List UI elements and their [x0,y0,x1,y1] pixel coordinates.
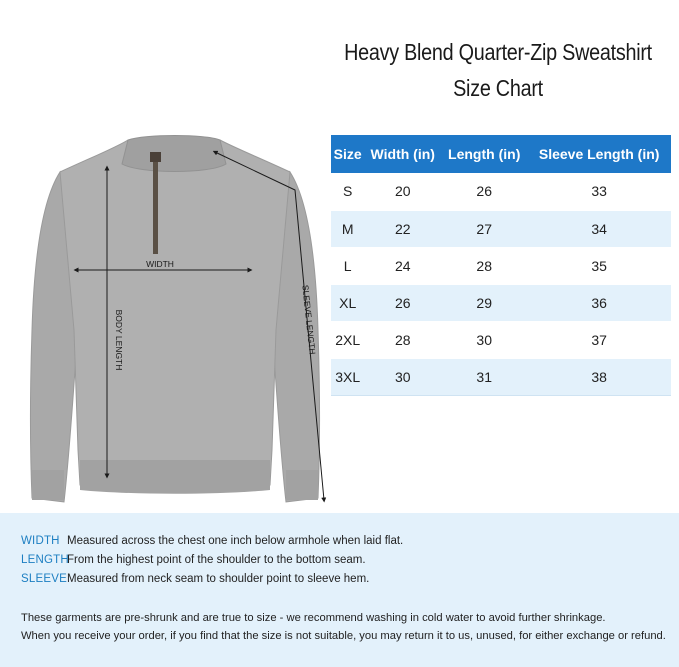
cell-length: 26 [441,173,527,210]
size-table [331,135,671,396]
definition-width [21,534,403,548]
cell-sleeve: 34 [527,210,671,247]
definition-text: From the highest point of the shoulder to the bottom seam. [67,554,366,566]
body-length-label: BODY LENGTH [114,309,124,371]
cell-sleeve: 38 [527,358,671,395]
sweatshirt-body [31,136,320,503]
definition-sleeve [21,572,369,586]
table-row [331,321,671,358]
cell-width: 26 [364,284,441,321]
sleeve-length-label: SLEEVE LENGTH [300,284,318,355]
definition-text: Measured across the chest one inch below armhole when laid flat. [67,535,404,547]
cell-size: 3XL [331,358,364,395]
definition-term: WIDTH [21,535,60,547]
cell-length: 31 [441,358,527,395]
cell-sleeve: 35 [527,247,671,284]
cell-width: 20 [364,173,441,210]
table-row [331,358,671,395]
cell-size: S [331,173,364,210]
title-line-1: Heavy Blend Quarter-Zip Sweatshirt [344,39,652,65]
cell-length: 29 [441,284,527,321]
cell-width: 28 [364,321,441,358]
measurement-info-panel [0,513,679,667]
table-header-row [331,135,671,173]
cell-sleeve: 37 [527,321,671,358]
cell-width: 30 [364,358,441,395]
cell-size: L [331,247,364,284]
cell-size: XL [331,284,364,321]
table-row [331,173,671,210]
header-width: Width (in) [364,135,441,173]
definition-term: SLEEVE [21,573,67,585]
header-length: Length (in) [441,135,527,173]
header-sleeve-length: Sleeve Length (in) [527,135,671,173]
table-row [331,284,671,321]
definition-length [21,553,366,567]
table-row [331,247,671,284]
width-label: WIDTH [146,259,174,269]
table-row [331,210,671,247]
chart-title [318,34,678,106]
cell-length: 27 [441,210,527,247]
title-line-2: Size Chart [453,75,543,101]
definition-term: LENGTH [21,554,69,566]
zipper [153,154,158,254]
cell-size: M [331,210,364,247]
header-size: Size [331,135,364,173]
cell-width: 22 [364,210,441,247]
cell-length: 30 [441,321,527,358]
return-note: When you receive your order, if you find that the size is not suitable, you may return it to us, unused, for either exchange or refund. [21,630,666,642]
cell-length: 28 [441,247,527,284]
care-note: These garments are pre-shrunk and are true to size - we recommend washing in cold water to avoid further shrinkage. [21,612,606,624]
cell-sleeve: 33 [527,173,671,210]
definition-text: Measured from neck seam to shoulder point to sleeve hem. [67,573,370,585]
cell-width: 24 [364,247,441,284]
cell-sleeve: 36 [527,284,671,321]
sweatshirt-diagram [20,130,340,510]
cell-size: 2XL [331,321,364,358]
